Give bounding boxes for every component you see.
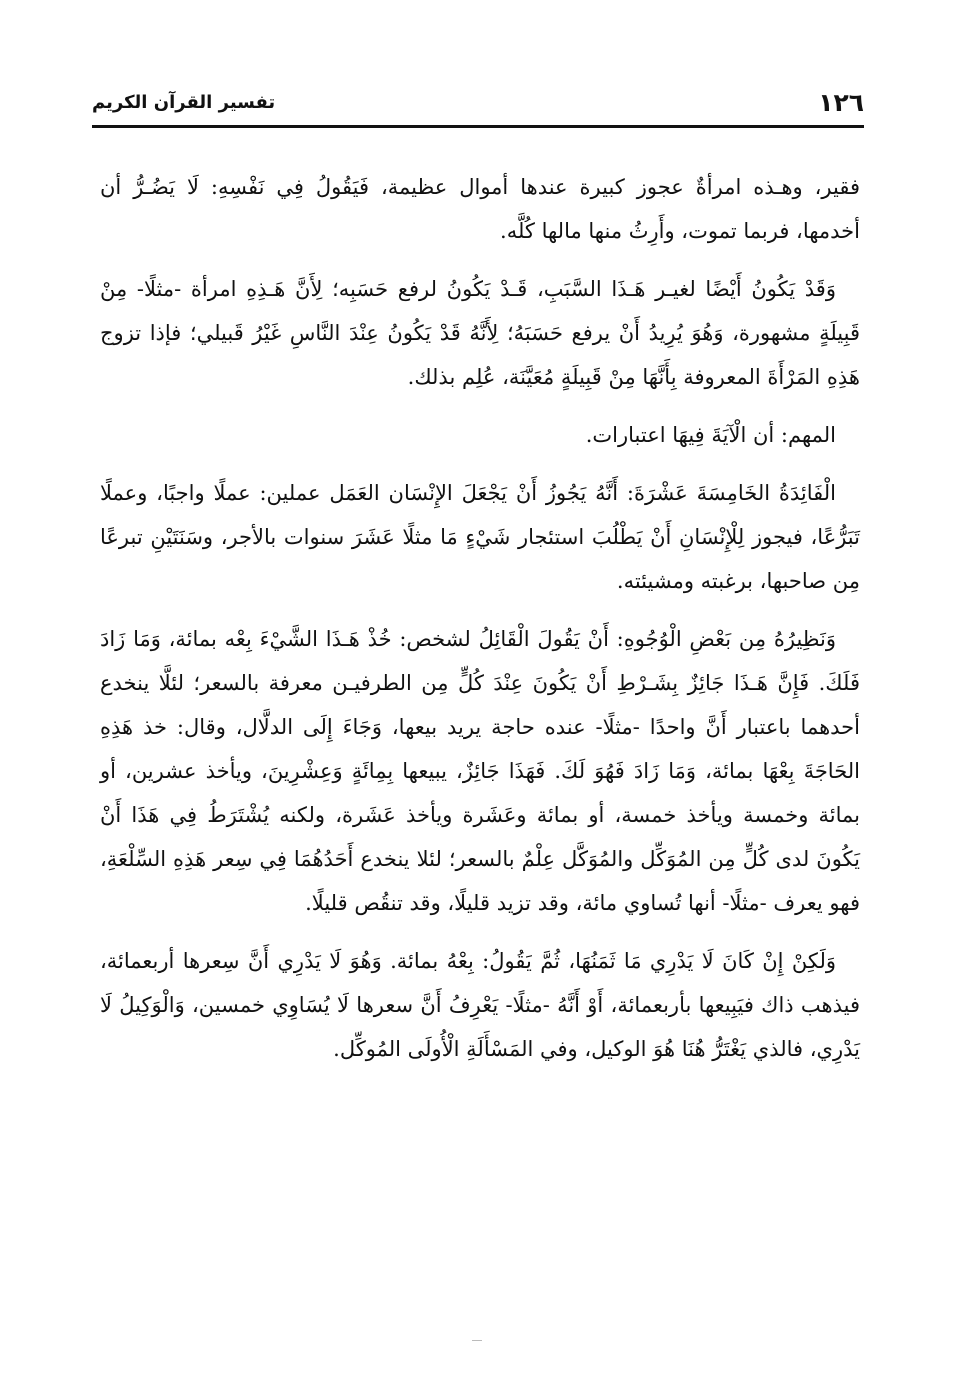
page-header: [92, 82, 864, 128]
footer-mark: [472, 1340, 482, 1341]
running-title: تفسير القرآن الكريم: [92, 92, 276, 113]
paragraph: وَقَدْ يَكُونُ أَيْضًا لغيـر هَـذَا السَّبَبِ، قَـدْ يَكُونُ لرفع حَسَبِه؛ لِأَنَّ هَـذِهِ امرأة -مثلًا- مِنْ قَبِيلَةٍ مشهورة، وَهُوَ يُرِيدُ أَنْ يرفع حَسَبَهُ؛ لِأَنَّهُ قَدْ يَكُونُ عِنْدَ النَّاسِ غَيْرُ قَبيلي؛ فإذا تزوج هَذِهِ المَرْأَةَ المعروفة بِأَنَّهَا مِنْ قَبِيلَةٍ مُعَيَّنَة، عُلِم بذلك.: [100, 277, 860, 389]
paragraph: وَلَكِنْ إِنْ كَانَ لَا يَدْرِي مَا ثَمَنُهَا، ثُمَّ يَقُولُ: بِعْهُ بمائة. وَهُوَ لَا يَدْرِي أَنَّ سِعرها أربعمائة، فيذهب ذاك فيَبِيعها بأربعمائة، أَوْ أَنَّهُ -مثلًا- يَعْرِفُ أَنَّ سعرها لَا يُسَاوِي خمسين، وَالْوَكِيلُ لَا يَدْرِي، فالذي يَغْتَرُّ هُنَا هُوَ الوكيل، وفي المَسْأَلَةِ الْأُولَى المُوكِّل.: [100, 949, 860, 1061]
paragraph: فقير، وهـذه امرأةٌ عجوز كبيرة عندها أموال عظيمة، فَيَقُولُ فِي نَفْسِهِ: لَا يَضُـرُّ أن أخدمها، فربما تموت، وأَرِثُ منها مالها كُلَّه.: [100, 175, 860, 243]
body-text: [100, 165, 860, 1085]
page-number: ١٢٦: [818, 88, 864, 117]
paragraph: الْفَائِدَةُ الخَامِسَةَ عَشْرَةَ: أَنَّهُ يَجُوزُ أَنْ يَجْعَلَ الإِنْسَان العَمَل عملين: عملًا واجبًا، وعملًا تَبَرُّعًا، فيجوز لِلْإِنْسَانِ أَنْ يَطْلُبَ استئجار شَيْءٍ مَا مثلًا عَشَرَ سنوات بالأجر، وسَنَتَيْنِ تبرعًا مِن صاحبها، برغبته ومشيئته.: [100, 481, 860, 593]
paragraph: المهم: أن الْآيَةَ فِيهَا اعتبارات.: [585, 423, 836, 447]
paragraph: وَنَظِيرُهُ مِن بَعْضِ الْوُجُوهِ: أَنْ يَقُولَ الْقَائِلُ لشخص: خُذْ هَـذَا الشَّيْءَ بِعْه بمائة، وَمَا زَادَ فَلَكَ. فَإِنَّ هَـذَا جَائِزٌ بِشَـرْطِ أَنْ يَكُونَ عِنْدَ كُلٍّ مِن الطرفيـن معرفة بالسعر؛ لئلَّا ينخدع أحدهما باعتبار أَنَّ واحدًا -مثلًا- عنده حاجة يريد بيعها، وَجَاءَ إِلَى الدلَّال، وقال: خذ هَذِهِ الحَاجَةَ بِعْهَا بمائة، وَمَا زَادَ فَهُوَ لَكَ. فَهَذَا جَائِزٌ، يبيعها بِمِائَةٍ وَعِشْرِينَ، ويأخذ عشرين، أو بمائة وخمسة ويأخذ خمسة، أو بمائة وعَشَرة ويأخذ عَشَرة، ولكنه يُشْتَرَطُ فِي هَذَا أَنْ يَكُونَ لدى كُلٍّ مِن المُوَكِّل والمُوَكَّل عِلْمٌ بالسعر؛ لئلا ينخدع أَحَدُهُمَا فِي سِعر هَذِهِ السِّلْعَةِ، فهو يعرف -مثلًا- أنها تُساوي مائة، وقد تزيد قليلًا، وقد تنقُص قليلًا.: [100, 627, 860, 915]
header-rule: [92, 125, 864, 128]
